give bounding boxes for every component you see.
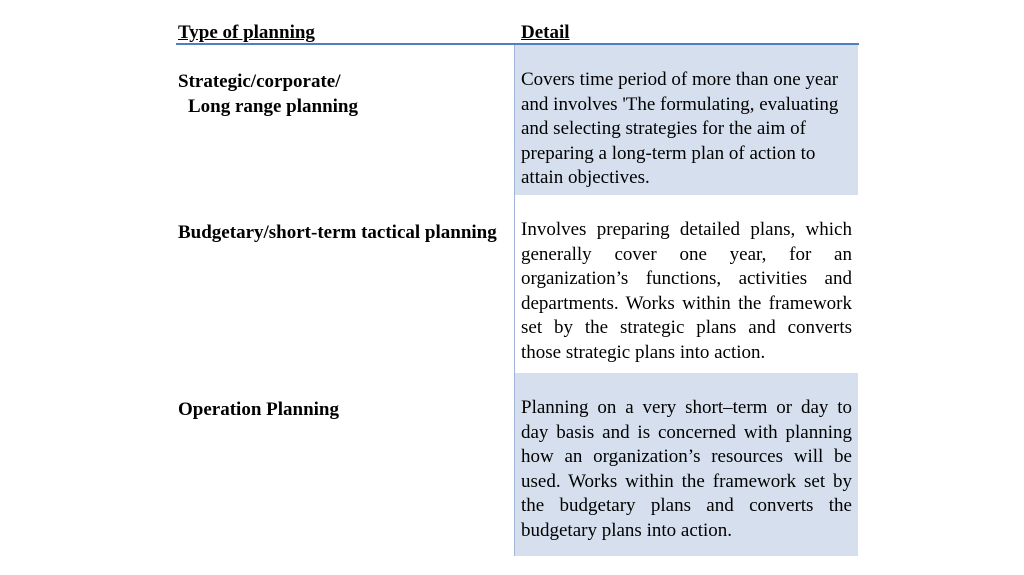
header-detail: Detail — [521, 22, 570, 43]
detail-text: Planning on a very short–term or day to day basis and is concerned with planning how an organization’s resources will be used. Works within the framework set by the budgetary plans and converts the budgetary plans into action. — [521, 397, 852, 541]
row-label-line: Strategic/corporate/ — [178, 71, 341, 92]
detail-text: Involves preparing detailed plans, which generally cover one year, for an organization’s functions, activities and departments. Works within the framework set by the strategic plans and converts those strategic plans into action. — [521, 219, 852, 363]
row-label-budgetary — [178, 221, 497, 246]
detail-cell-budgetary — [515, 195, 858, 373]
row-label-line: Operation Planning — [178, 399, 339, 420]
detail-cell-strategic — [515, 45, 858, 195]
row-label-strategic — [178, 70, 358, 119]
row-label-line: Budgetary/short-term tactical planning — [178, 222, 497, 243]
row-label-line: Long range planning — [188, 95, 358, 117]
detail-cell-operation — [515, 373, 858, 556]
header-type-of-planning: Type of planning — [178, 22, 315, 43]
detail-text: Covers time period of more than one year and involves 'The formulating, evaluating and selecting strategies for the aim of preparing a long-term plan of action to attain objectives. — [521, 69, 839, 188]
row-label-operation — [178, 398, 339, 423]
